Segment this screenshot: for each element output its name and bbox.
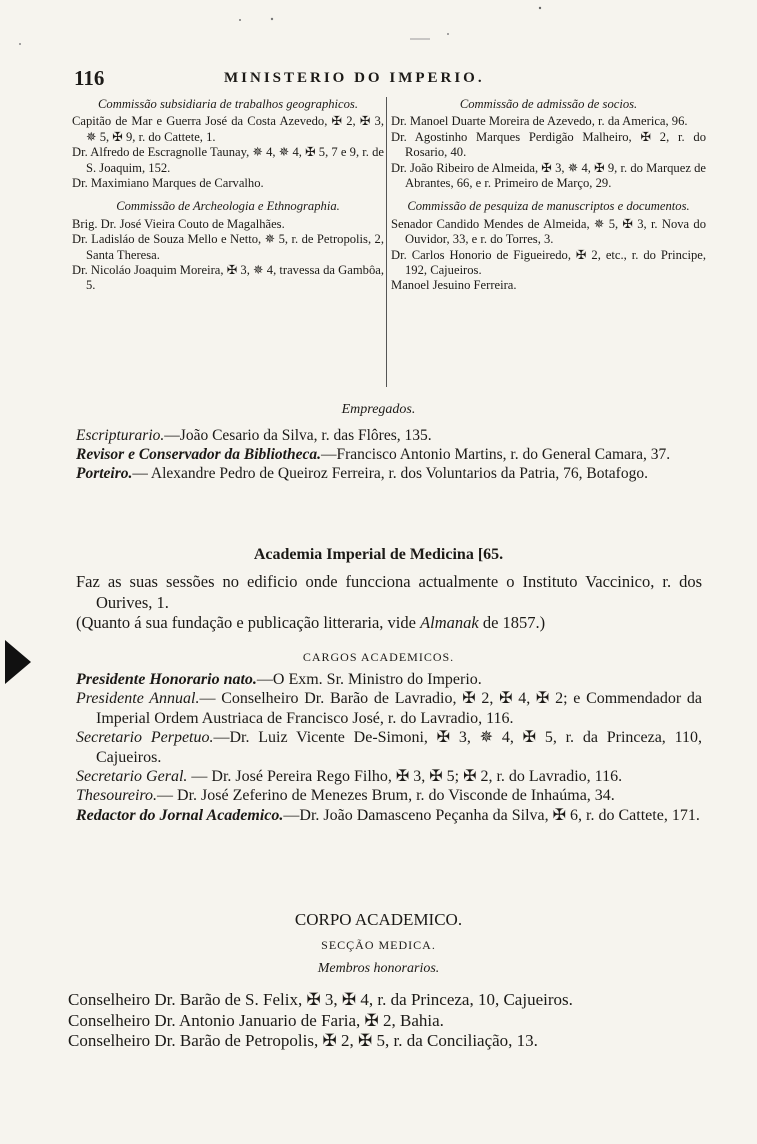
paper-specks (0, 0, 757, 60)
intro-paragraph-2: (Quanto á sua fundação e publicação litteraria, vide Almanak de 1857.) (76, 613, 546, 632)
list-item (76, 426, 702, 445)
left-column (72, 97, 384, 294)
seccao-title: SECÇÃO MEDICA. (321, 938, 436, 952)
page-header (74, 66, 704, 90)
list-item: Dr. Manoel Duarte Moreira de Azevedo, r. da America, 96. (391, 114, 688, 129)
right-column (391, 97, 706, 294)
list-item (76, 464, 702, 483)
list-item: Dr. Agostinho Marques Perdigão Malheiro, ✠ 2, r. do Rosario, 40. (391, 129, 706, 160)
role-value: —João Cesario da Silva, r. das Flôres, 135. (164, 427, 432, 444)
list-item: Redactor do Jornal Academico.—Dr. João Damasceno Peçanha da Silva, ✠ 6, r. do Cattete, 171. (76, 806, 700, 824)
membros-list (68, 990, 700, 1052)
list-item (76, 445, 702, 464)
corpo-title: CORPO ACADEMICO. (294, 910, 463, 929)
section-title: Commissão de Archeologia e Ethnographia. (116, 199, 340, 214)
empregados-title: Empregados. (341, 402, 416, 417)
membros-title: Membros honorarios. (317, 961, 440, 976)
role-value: —Francisco Antonio Martins, r. do General Camara, 37. (320, 446, 671, 463)
list-item: Presidente Annual.— Conselheiro Dr. Barão de Lavradio, ✠ 2, ✠ 4, ✠ 2; e Commendador da Imperial Ordem Austriaca de Francisco José, r. do Lavradio, 116. (76, 690, 702, 727)
section-title: Commissão subsidiaria de trabalhos geographicos. (98, 97, 358, 111)
list-item: Conselheiro Dr. Barão de Petropolis, ✠ 2, ✠ 5, r. da Conciliação, 13. (68, 1031, 538, 1050)
role-label: Escripturario. (76, 427, 165, 444)
role-label: Revisor e Conservador da Bibliotheca. (76, 446, 321, 463)
role-value: — Alexandre Pedro de Queiroz Ferreira, r. dos Voluntarios da Patria, 76, Botafogo. (132, 465, 648, 482)
page-title: MINISTERIO DO IMPERIO. (224, 70, 485, 86)
list-item: Dr. Nicoláo Joaquim Moreira, ✠ 3, ✵ 4, travessa da Gambôa, 5. (72, 263, 384, 293)
margin-pointer-mark (5, 640, 31, 684)
list-item: Brig. Dr. José Vieira Couto de Magalhães. (72, 216, 285, 231)
list-item: Manoel Jesuino Ferreira. (391, 278, 517, 293)
cargos-list (76, 670, 702, 825)
academia-intro (76, 572, 702, 634)
column-divider (386, 97, 387, 387)
list-item: Dr. Alfredo de Escragnolle Taunay, ✵ 4, ✵ 4, ✠ 5, 7 e 9, r. de S. Joaquim, 152. (72, 145, 384, 175)
list-item: Dr. Maximiano Marques de Carvalho. (72, 176, 264, 191)
list-item: Conselheiro Dr. Barão de S. Felix, ✠ 3, ✠ 4, r. da Princeza, 10, Cajueiros. (68, 990, 573, 1009)
intro-paragraph: Faz as suas sessões no edificio onde funcciona actualmente o Instituto Vaccinico, r. dos Ourives, 1. (76, 572, 702, 612)
list-item: Presidente Honorario nato.—O Exm. Sr. Ministro do Imperio. (76, 671, 482, 688)
cargos-title: CARGOS ACADEMICOS. (302, 650, 455, 664)
list-item: Thesoureiro.— Dr. José Zeferino de Menezes Brum, r. do Visconde de Inhaúma, 34. (76, 787, 615, 805)
list-item: Capitão de Mar e Guerra José da Costa Azevedo, ✠ 2, ✠ 3, ✵ 5, ✠ 9, r. do Cattete, 1. (72, 114, 384, 144)
list-item: Dr. Carlos Honorio de Figueiredo, ✠ 2, etc., r. do Principe, 192, Cajueiros. (391, 247, 706, 278)
section-title: Commissão de admissão de socios. (459, 97, 638, 111)
role-label: Porteiro. (76, 465, 133, 482)
list-item: Dr. Ladisláo de Souza Mello e Netto, ✵ 5, r. de Petropolis, 2, Santa Theresa. (72, 232, 384, 262)
empregados-list (76, 426, 702, 483)
list-item: Secretario Geral. — Dr. José Pereira Rego Filho, ✠ 3, ✠ 5; ✠ 2, r. do Lavradio, 116. (76, 768, 623, 786)
section-title: Commissão de pesquiza de manuscriptos e documentos. (407, 199, 690, 214)
list-item: Dr. João Ribeiro de Almeida, ✠ 3, ✵ 4, ✠ 9, r. do Marquez de Abrantes, 66, e r. Primeiro de Março, 29. (391, 160, 706, 191)
list-item: Conselheiro Dr. Antonio Januario de Faria, ✠ 2, Bahia. (68, 1010, 444, 1030)
list-item: Secretario Perpetuo.—Dr. Luiz Vicente De-Simoni, ✠ 3, ✵ 4, ✠ 5, r. da Princeza, 110, Cajueiros. (76, 729, 703, 766)
page-number: 116 (74, 66, 105, 90)
academia-title: Academia Imperial de Medicina [65. (253, 546, 504, 563)
list-item: Senador Candido Mendes de Almeida, ✵ 5, ✠ 3, r. Nova do Ouvidor, 33, e r. do Torres, 3. (391, 216, 706, 247)
